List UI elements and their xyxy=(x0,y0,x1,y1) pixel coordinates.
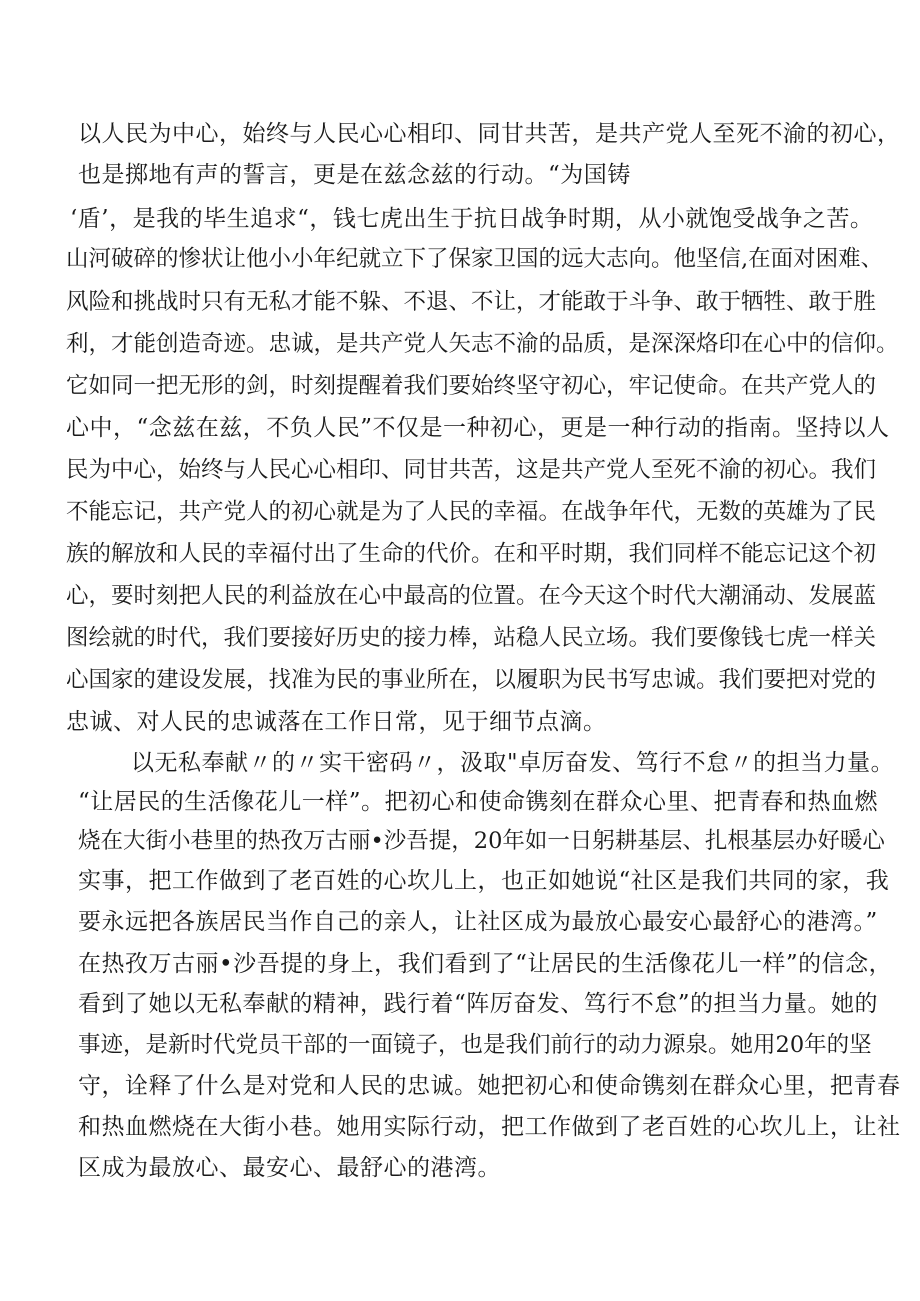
text-line: 心，要时刻把人民的利益放在心中最高的位置。在今天这个时代大潮涌动、发展蓝 xyxy=(66,583,877,609)
text-line: 在热孜万古丽•沙吾提的身上，我们看到了“让居民的生活像花儿一样”的信念， xyxy=(78,951,893,977)
text-line: ‘盾’，是我的毕生追求“，钱七虎出生于抗日战争时期，从小就饱受战争之苦。 xyxy=(70,206,874,232)
text-line: 不能忘记，共产党人的初心就是为了人民的幸福。在战争年代，无数的英雄为了民 xyxy=(66,499,877,525)
text-line: 也是掷地有声的誓言，更是在兹念兹的行动。“为国铸 xyxy=(78,162,631,188)
text-line: 利，才能创造奇迹。忠诚，是共产党人矢志不渝的品质，是深深烙印在心中的信仰。 xyxy=(66,331,899,357)
text-line: 它如同一把无形的剑，时刻提醒着我们要始终坚守初心，牢记使命。在共产党人的 xyxy=(66,373,877,399)
text-line: 要永远把各族居民当作自己的亲人，让社区成为最放心最安心最舒心的港湾。” xyxy=(78,909,878,935)
text-line: 和热血燃烧在大街小巷。她用实际行动，把工作做到了老百姓的心坎儿上，让社 xyxy=(78,1114,901,1140)
text-line: 区成为最放心、最安心、最舒心的港湾。 xyxy=(78,1155,501,1181)
text-line: 守，诠释了什么是对党和人民的忠诚。她把初心和使命镌刻在群众心里，把青春 xyxy=(78,1073,901,1099)
text-line: 心国家的建设发展，找准为民的事业所在，以履职为民书写忠诚。我们要把对党的 xyxy=(66,667,877,693)
text-line: 民为中心，始终与人民心心相印、同甘共苦，这是共产党人至死不渝的初心。我们 xyxy=(66,457,877,483)
text-line: 图绘就的时代，我们要接好历史的接力棒，站稳人民立场。我们要像钱七虎一样关 xyxy=(66,625,877,651)
text-line: 心中，“念兹在兹，不负人民”不仅是一种初心，更是一种行动的指南。坚持以人 xyxy=(66,415,890,441)
text-line: “让居民的生活像花儿一样”。把初心和使命镌刻在群众心里、把青春和热血燃 xyxy=(78,789,879,815)
text-line: 族的解放和人民的幸福付出了生命的代价。在和平时期，我们同样不能忘记这个初 xyxy=(66,541,877,567)
text-line: 看到了她以无私奉献的精神，践行着“阵厉奋发、笃行不怠”的担当力量。她的 xyxy=(78,991,879,1017)
text-line: 忠诚、对人民的忠诚落在工作日常，见于细节点滴。 xyxy=(66,709,607,735)
text-line: 以人民为中心，始终与人民心心相印、同甘共苦，是共产党人至死不渝的初心， xyxy=(78,121,901,147)
text-line: 实事，把工作做到了老百姓的心坎儿上，也正如她说“社区是我们共同的家，我 xyxy=(78,868,890,894)
text-line: 以无私奉献〃的〃实干密码〃，汲取"卓厉奋发、笃行不怠〃的担当力量。 xyxy=(131,750,895,776)
text-line: 风险和挑战时只有无私才能不躲、不退、不让，才能敢于斗争、敢于牺牲、敢于胜 xyxy=(66,289,877,315)
text-line: 山河破碎的惨状让他小小年纪就立下了保家卫国的远大志向。他坚信,在面对困难、 xyxy=(66,246,884,272)
text-line: 烧在大街小巷里的热孜万古丽•沙吾提，20年如一日躬耕基层、扎根基层办好暖心 xyxy=(78,828,885,854)
text-line: 事迹，是新时代党员干部的一面镜子，也是我们前行的动力源泉。她用20年的坚 xyxy=(78,1032,872,1058)
